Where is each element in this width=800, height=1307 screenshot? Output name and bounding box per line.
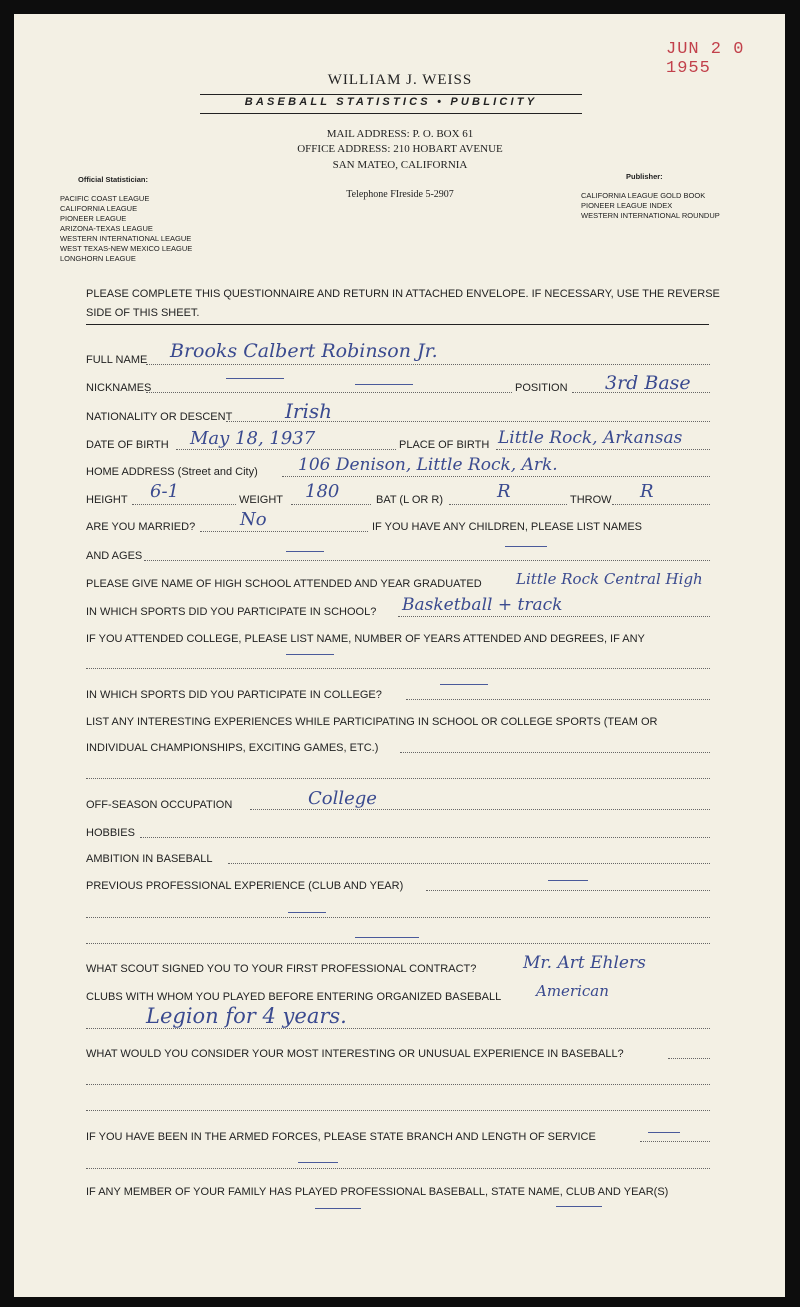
weight-line[interactable] bbox=[291, 504, 371, 505]
league-item: CALIFORNIA LEAGUE bbox=[60, 204, 138, 213]
experiences-label-cont: INDIVIDUAL CHAMPIONSHIPS, EXCITING GAMES, ETC.) bbox=[86, 742, 379, 754]
high-school-answer: Little Rock Central High bbox=[516, 570, 703, 588]
ages-label: AND AGES bbox=[86, 550, 143, 562]
married-label: ARE YOU MARRIED? bbox=[86, 521, 196, 533]
full-name-label: FULL NAME bbox=[86, 354, 148, 366]
position-label: POSITION bbox=[515, 382, 568, 394]
nicknames-dash bbox=[355, 384, 413, 385]
office-address: OFFICE ADDRESS: 210 HOBART AVENUE bbox=[297, 143, 503, 155]
hobbies-label: HOBBIES bbox=[86, 827, 135, 839]
ages-dash bbox=[505, 546, 547, 547]
family-baseball-label: IF ANY MEMBER OF YOUR FAMILY HAS PLAYED PROFESSIONAL BASEBALL, STATE NAME, CLUB AND YEAR(S) bbox=[86, 1186, 669, 1198]
publication-item: CALIFORNIA LEAGUE GOLD BOOK bbox=[581, 191, 706, 200]
weight-label: WEIGHT bbox=[239, 494, 283, 506]
armed-forces-line[interactable] bbox=[640, 1141, 710, 1142]
throw-answer: R bbox=[640, 481, 654, 502]
ages-line[interactable] bbox=[144, 560, 710, 561]
bat-label: BAT (L OR R) bbox=[376, 494, 444, 506]
home-address-label: HOME ADDRESS (Street and City) bbox=[86, 466, 258, 478]
ambition-line[interactable] bbox=[228, 863, 710, 864]
league-item: WEST TEXAS-NEW MEXICO LEAGUE bbox=[60, 244, 193, 253]
date-of-birth-line[interactable] bbox=[176, 449, 396, 450]
college-line[interactable] bbox=[86, 668, 710, 669]
family-dash bbox=[556, 1206, 602, 1207]
clubs-answer: American bbox=[536, 982, 609, 1000]
college-dash bbox=[286, 654, 334, 655]
previous-experience-label: PREVIOUS PROFESSIONAL EXPERIENCE (CLUB AND YEAR) bbox=[86, 880, 404, 892]
experiences-line[interactable] bbox=[400, 752, 710, 753]
ambition-label: AMBITION IN BASEBALL bbox=[86, 853, 213, 865]
publisher-title: Publisher: bbox=[626, 172, 663, 181]
date-of-birth-answer: May 18, 1937 bbox=[190, 428, 316, 449]
letterhead-rule-bottom bbox=[200, 113, 582, 114]
high-school-label: PLEASE GIVE NAME OF HIGH SCHOOL ATTENDED AND YEAR GRADUATED bbox=[86, 578, 482, 590]
statistician-block bbox=[60, 175, 192, 264]
bat-answer: R bbox=[497, 481, 511, 502]
previous-dash bbox=[288, 912, 326, 913]
instructions: PLEASE COMPLETE THIS QUESTIONNAIRE AND RETURN IN ATTACHED ENVELOPE. IF NECESSARY, USE THE REVERSE SIDE OF THIS SHEET. bbox=[86, 288, 720, 319]
armed-forces-dash bbox=[648, 1132, 680, 1133]
ages-dash bbox=[286, 551, 324, 552]
armed-forces-line-2[interactable] bbox=[86, 1168, 710, 1169]
date-of-birth-label: DATE OF BIRTH bbox=[86, 439, 169, 451]
hobbies-line[interactable] bbox=[140, 837, 710, 838]
experiences-label: LIST ANY INTERESTING EXPERIENCES WHILE PARTICIPATING IN SCHOOL OR COLLEGE SPORTS (TEAM OR bbox=[86, 716, 658, 728]
unusual-experience-line-3[interactable] bbox=[86, 1110, 710, 1111]
league-item: WESTERN INTERNATIONAL LEAGUE bbox=[60, 234, 192, 243]
publisher-block bbox=[581, 172, 720, 221]
sports-school-label: IN WHICH SPORTS DID YOU PARTICIPATE IN SCHOOL? bbox=[86, 606, 377, 618]
mail-address: MAIL ADDRESS: P. O. BOX 61 bbox=[326, 128, 474, 140]
league-item: LONGHORN LEAGUE bbox=[60, 254, 136, 263]
experiences-line-2[interactable] bbox=[86, 778, 710, 779]
telephone: Telephone FIreside 5-2907 bbox=[346, 189, 454, 200]
throw-line[interactable] bbox=[612, 504, 710, 505]
scout-answer: Mr. Art Ehlers bbox=[523, 953, 646, 973]
off-season-label: OFF-SEASON OCCUPATION bbox=[86, 799, 233, 811]
nicknames-line[interactable] bbox=[146, 392, 512, 393]
unusual-experience-label: WHAT WOULD YOU CONSIDER YOUR MOST INTERESTING OR UNUSUAL EXPERIENCE IN BASEBALL? bbox=[86, 1048, 624, 1060]
nationality-label: NATIONALITY OR DESCENT bbox=[86, 411, 233, 423]
sports-college-dash bbox=[440, 684, 488, 685]
clubs-label: CLUBS WITH WHOM YOU PLAYED BEFORE ENTERING ORGANIZED BASEBALL bbox=[86, 991, 502, 1003]
home-address-answer: 106 Denison, Little Rock, Ark. bbox=[298, 455, 558, 475]
statistician-title: Official Statistician: bbox=[78, 175, 149, 184]
previous-dash bbox=[548, 880, 588, 881]
league-item: PIONEER LEAGUE bbox=[60, 214, 127, 223]
league-item: ARIZONA-TEXAS LEAGUE bbox=[60, 224, 153, 233]
nicknames-dash bbox=[226, 378, 284, 379]
city-address: SAN MATEO, CALIFORNIA bbox=[332, 159, 468, 171]
place-of-birth-answer: Little Rock, Arkansas bbox=[498, 428, 683, 448]
unusual-experience-line-2[interactable] bbox=[86, 1084, 710, 1085]
previous-experience-line[interactable] bbox=[426, 890, 710, 891]
bat-line[interactable] bbox=[449, 504, 567, 505]
married-line[interactable] bbox=[200, 531, 368, 532]
clubs-answer-cont: Legion for 4 years. bbox=[146, 1004, 347, 1028]
sports-college-line[interactable] bbox=[406, 699, 710, 700]
height-label: HEIGHT bbox=[86, 494, 128, 506]
date-stamp: JUN 2 0 1955 bbox=[666, 40, 745, 78]
place-of-birth-line[interactable] bbox=[496, 449, 710, 450]
home-address-line[interactable] bbox=[282, 476, 710, 477]
previous-experience-line-2[interactable] bbox=[86, 917, 710, 918]
previous-dash bbox=[355, 937, 419, 938]
married-answer: No bbox=[240, 509, 267, 530]
full-name-line[interactable] bbox=[146, 364, 710, 365]
family-dash bbox=[315, 1208, 361, 1209]
letterhead-tagline: BASEBALL STATISTICS • PUBLICITY bbox=[244, 96, 538, 108]
instructions-rule bbox=[86, 324, 709, 325]
throw-label: THROW bbox=[570, 494, 612, 506]
place-of-birth-label: PLACE OF BIRTH bbox=[399, 439, 490, 451]
scout-label: WHAT SCOUT SIGNED YOU TO YOUR FIRST PROFESSIONAL CONTRACT? bbox=[86, 963, 477, 975]
unusual-experience-line[interactable] bbox=[668, 1058, 710, 1059]
sports-school-answer: Basketball + track bbox=[402, 595, 563, 615]
height-line[interactable] bbox=[132, 504, 236, 505]
armed-forces-dash bbox=[298, 1162, 338, 1163]
height-answer: 6-1 bbox=[150, 481, 179, 502]
sports-school-line[interactable] bbox=[398, 616, 710, 617]
publication-item: PIONEER LEAGUE INDEX bbox=[581, 201, 673, 210]
position-answer: 3rd Base bbox=[605, 372, 691, 394]
full-name-answer: Brooks Calbert Robinson Jr. bbox=[170, 340, 438, 362]
previous-experience-line-3[interactable] bbox=[86, 943, 710, 944]
weight-answer: 180 bbox=[305, 481, 340, 502]
league-item: PACIFIC COAST LEAGUE bbox=[60, 194, 150, 203]
off-season-answer: College bbox=[308, 788, 377, 809]
letterhead-rule-top bbox=[200, 94, 582, 95]
nationality-answer: Irish bbox=[285, 399, 333, 423]
letterhead-name: WILLIAM J. WEISS bbox=[327, 72, 473, 88]
off-season-line[interactable] bbox=[250, 809, 710, 810]
sports-college-label: IN WHICH SPORTS DID YOU PARTICIPATE IN COLLEGE? bbox=[86, 689, 382, 701]
armed-forces-label: IF YOU HAVE BEEN IN THE ARMED FORCES, PLEASE STATE BRANCH AND LENGTH OF SERVICE bbox=[86, 1131, 596, 1143]
children-label: IF YOU HAVE ANY CHILDREN, PLEASE LIST NAMES bbox=[372, 521, 642, 533]
college-label: IF YOU ATTENDED COLLEGE, PLEASE LIST NAME, NUMBER OF YEARS ATTENDED AND DEGREES, IF ANY bbox=[86, 633, 645, 645]
publication-item: WESTERN INTERNATIONAL ROUNDUP bbox=[581, 211, 720, 220]
clubs-line-2[interactable] bbox=[86, 1028, 710, 1029]
nicknames-label: NICKNAMES bbox=[86, 382, 152, 394]
